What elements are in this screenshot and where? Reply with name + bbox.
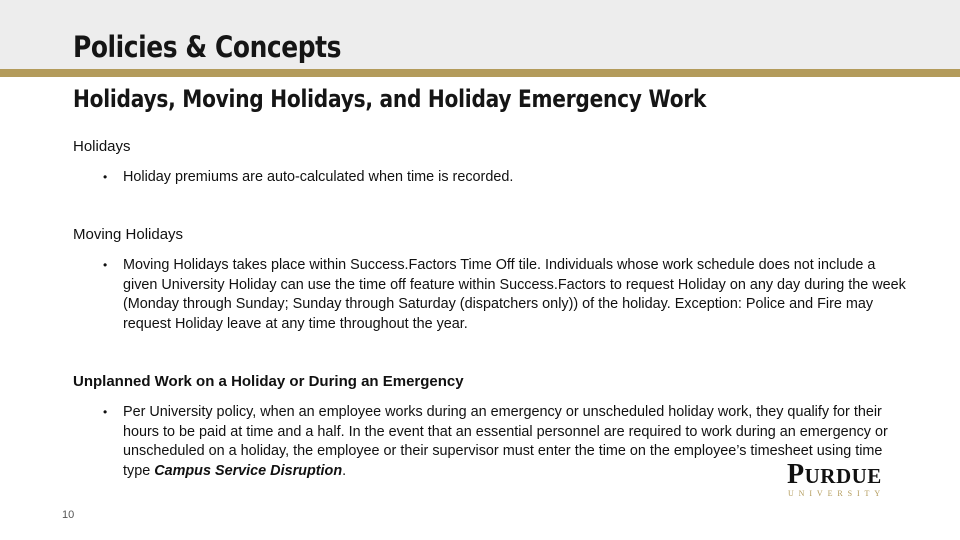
bullet-item [103,168,911,188]
bullet-text-end: . [342,462,347,479]
bullet-dot: • [103,258,108,272]
bullet-item [103,256,911,334]
section-heading-holidays: Holidays [73,138,131,155]
slide-subtitle: Holidays, Moving Holidays, and Holiday Emergency Work [73,85,707,113]
bullet-item [103,403,893,481]
logo-wordmark: PURDUE [787,459,882,490]
time-type-emphasis: Campus Service Disruption [154,462,343,479]
section-heading-unplanned-work: Unplanned Work on a Holiday or During an Emergency [73,373,464,390]
gold-divider [0,69,960,77]
bullet-dot: • [103,405,108,419]
purdue-logo [787,460,897,500]
slide-title: Policies & Concepts [73,30,342,64]
logo-university-text: UNIVERSITY [788,489,885,498]
bullet-text: Holiday premiums are auto-calculated when time is recorded. [123,169,514,185]
section-heading-moving-holidays: Moving Holidays [73,226,184,243]
bullet-text: Per University policy, when an employee works during an emergency or unscheduled holiday work, they qualify for their hours to be paid at time and a half. In the event that an essential personnel are required to work during an emergency or unscheduled on a holiday, the employee or their supervisor must enter the time on the employee’s timesheet using time type [123,404,888,479]
bullet-text: Moving Holidays takes place within Success.Factors Time Off tile. Individuals whose work schedule does not include a given University Holiday can use the time off feature within Success.Factors to request Holiday on any day during the week (Monday through Sunday; Sunday through Saturday (dispatchers only)) of the holiday. Exception: Police and Fire may request Holiday leave at any time throughout the year. [123,257,906,332]
bullet-dot: • [103,170,108,184]
page-number: 10 [62,509,75,521]
